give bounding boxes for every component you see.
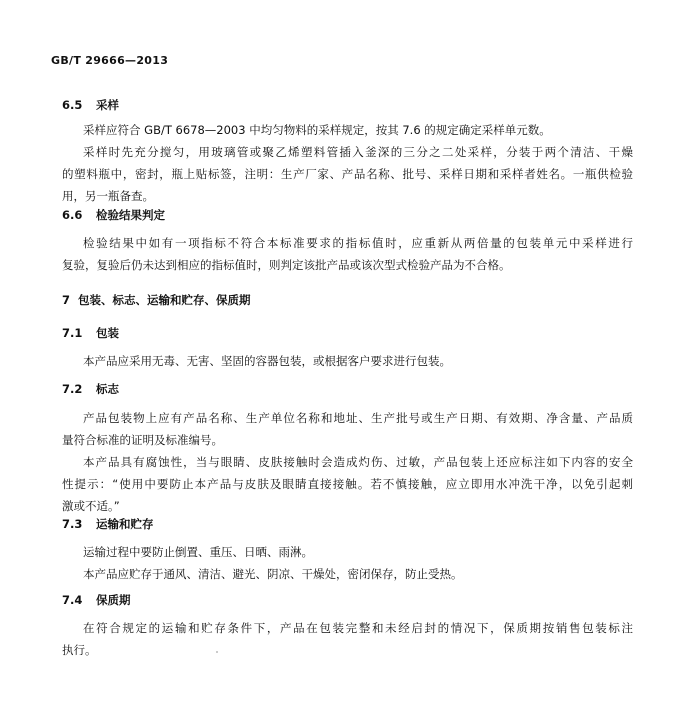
paragraph-7-2-2 [62,451,633,517]
text-line: 执行。 [62,643,97,657]
section-heading-6-5 [62,97,119,113]
section-title: 运输和贮存 [96,517,154,531]
section-number: 7.1 [62,326,83,340]
text-line: 复验，复验后仍未达到相应的指标值时，则判定该批产品或该次型式检验产品为不合格。 [62,258,511,272]
text-line: 的塑料瓶中，密封，瓶上贴标签，注明：生产厂家、产品名称、批号、采样日期和采样者姓名。一瓶供检验 [62,167,633,181]
text-line: 运输过程中要防止倒置、重压、日晒、雨淋。 [83,545,313,559]
section-number: 7 [62,293,71,307]
text-line: 用，另一瓶备查。 [62,189,154,203]
section-number: 7.4 [62,593,83,607]
text-line: 本产品应贮存于通风、清洁、避光、阴凉、干燥处，密闭保存，防止受热。 [83,567,463,581]
section-heading-6-6 [62,207,165,223]
text-line: 性提示：“使用中要防止本产品与皮肤及眼睛直接接触。若不慎接触，应立即用水冲洗干净，以免引起刺 [62,477,633,491]
section-number: 6.5 [62,98,83,112]
paragraph-7-3-2 [83,563,633,585]
section-title: 保质期 [96,593,131,607]
section-heading-7-1 [62,325,119,341]
section-number: 6.6 [62,208,83,222]
text-line: 检验结果中如有一项指标不符合本标准要求的指标值时，应重新从两倍量的包装单元中采样进行 [83,236,633,250]
section-title: 包装 [96,326,119,340]
section-heading-7 [62,292,251,308]
paragraph-7-1-1 [83,350,633,372]
section-heading-7-3 [62,516,154,532]
text-line: 激或不适。” [62,499,120,513]
section-number: 7.2 [62,382,83,396]
paragraph-7-2-1 [62,407,633,451]
section-title: 检验结果判定 [96,208,165,222]
standard-number: GB/T 29666—2013 [51,54,169,67]
paragraph-7-3-1 [83,541,633,563]
text-line: 量符合标准的证明及标准编号。 [62,433,223,447]
section-title: 采样 [96,98,119,112]
text-line: 在符合规定的运输和贮存条件下，产品在包装完整和未经启封的情况下，保质期按销售包装标注 [83,621,633,635]
scan-speck [216,651,218,653]
section-number: 7.3 [62,517,83,531]
paragraph-7-4-1 [62,617,633,661]
text-line: 产品包装物上应有产品名称、生产单位名称和地址、生产批号或生产日期、有效期、净含量、产品质 [83,411,633,425]
text-line: 采样应符合 GB/T 6678—2003 中均匀物料的采样规定，按其 7.6 的规定确定采样单元数。 [83,123,551,137]
text-line: 本产品应采用无毒、无害、坚固的容器包装，或根据客户要求进行包装。 [83,354,451,368]
section-heading-7-4 [62,592,131,608]
text-line: 本产品具有腐蚀性，当与眼睛、皮肤接触时会造成灼伤、过敏，产品包装上还应标注如下内容的安全 [83,455,633,469]
section-heading-7-2 [62,381,119,397]
paragraph-6-5-1 [83,119,633,141]
paragraph-6-6-1 [62,232,633,276]
section-title: 包装、标志、运输和贮存、保质期 [78,293,251,307]
section-title: 标志 [96,382,119,396]
text-line: 采样时先充分搅匀，用玻璃管或聚乙烯塑料管插入釜深的三分之二处采样，分装于两个清洁、干燥 [83,145,633,159]
paragraph-6-5-2 [62,141,633,207]
